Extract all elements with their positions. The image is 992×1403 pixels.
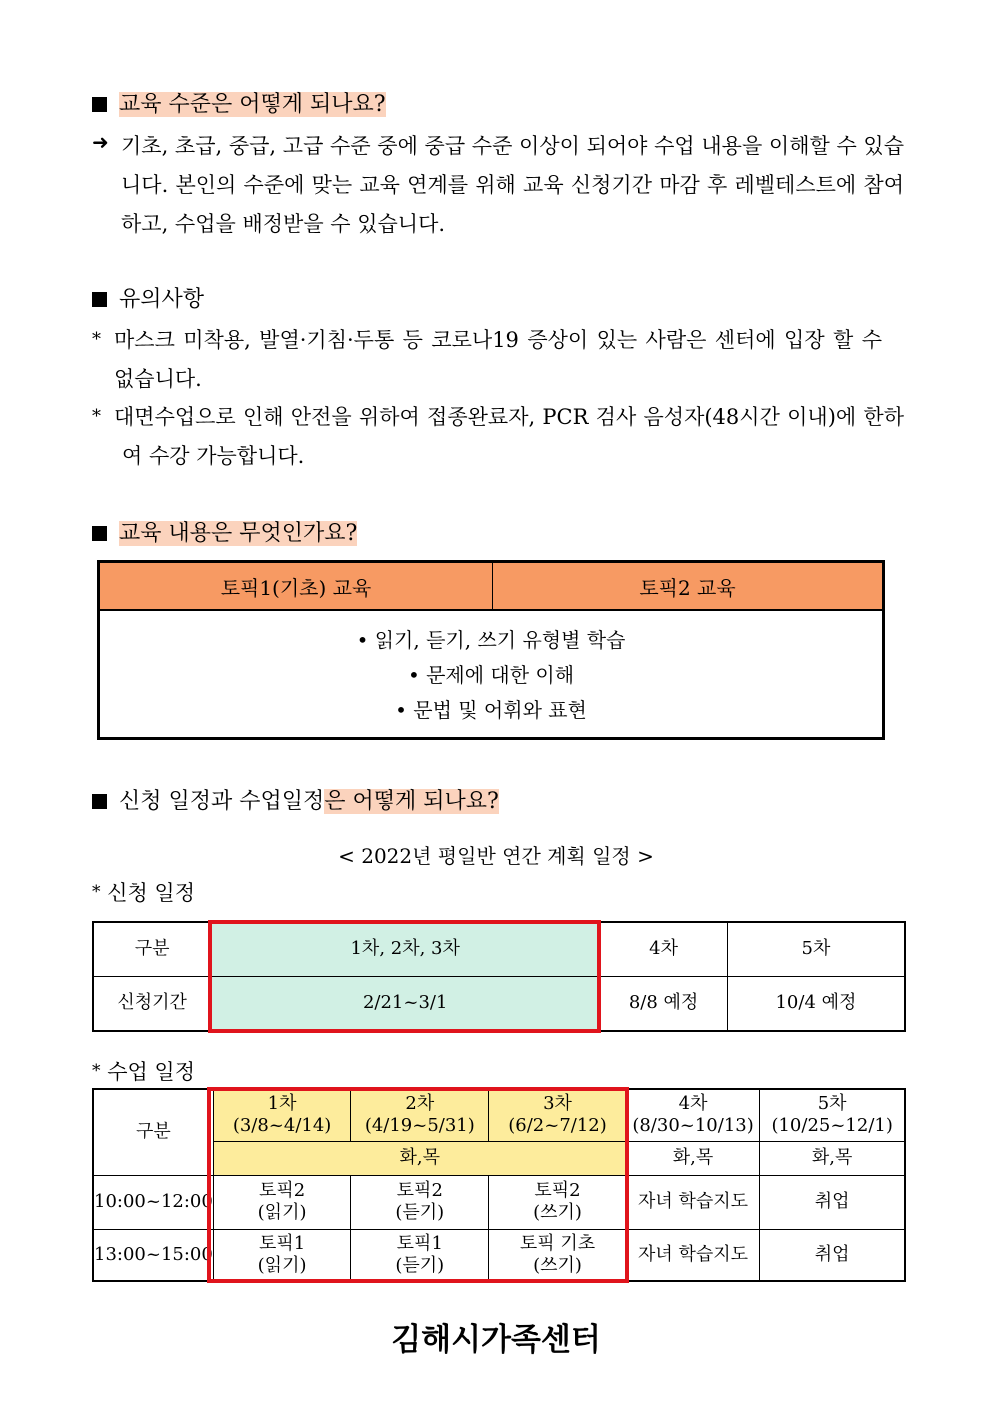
apply-cell: 신청기간 <box>93 976 211 1031</box>
content-item: • 읽기, 듣기, 쓰기 유형별 학습 <box>356 628 626 652</box>
section-notes-heading: 유의사항 <box>92 285 204 315</box>
square-bullet-icon <box>92 97 107 112</box>
level-text: 기초, 초급, 중급, 고급 수준 중에 중급 수준 이상이 되어야 수업 내용을 이해할 수 있습니다. 본인의 수준에 맞는 교육 연계를 위해 교육 신청기간 마감 후 레벨테스트에 참여하고, 수업을 배정받을 수 있습니다. <box>121 134 904 236</box>
bullet-icon: • <box>356 628 369 652</box>
session-header: 2차 (4/19~5/31) <box>351 1089 489 1141</box>
apply-cell: 10/4 예정 <box>727 976 905 1031</box>
session-header: 1차 (3/8~4/14) <box>213 1089 351 1141</box>
content-item: • 문법 및 어휘와 표현 <box>395 698 587 722</box>
square-bullet-icon <box>92 794 107 809</box>
apply-schedule-table <box>92 921 906 1032</box>
class-days: 화,목 <box>626 1141 760 1175</box>
time-cell: 10:00~12:00 <box>93 1175 213 1229</box>
asterisk-icon: * <box>92 329 101 350</box>
bullet-icon: • <box>407 663 420 687</box>
class-cell: 구분 <box>93 1089 213 1175</box>
session-header: 5차 (10/25~12/1) <box>760 1089 905 1141</box>
class-cell: 취업 <box>760 1229 905 1281</box>
class-cell: 토픽2 (듣기) <box>351 1175 489 1229</box>
topik1-header: 토픽1(기초) 교육 <box>100 563 493 609</box>
bullet-icon: • <box>395 698 407 722</box>
apply-cell: 구분 <box>93 922 211 976</box>
class-cell: 취업 <box>760 1175 905 1229</box>
apply-cell: 8/8 예정 <box>600 976 728 1031</box>
asterisk-icon: * <box>92 882 101 902</box>
asterisk-icon: * <box>92 406 101 427</box>
class-cell: 토픽1 (읽기) <box>213 1229 351 1281</box>
class-cell: 토픽1 (듣기) <box>351 1229 489 1281</box>
annual-plan-title: < 2022년 평일반 연간 계획 일정 > <box>338 844 654 868</box>
apply-cell: 5차 <box>727 922 905 976</box>
apply-cell: 2/21~3/1 <box>211 976 600 1031</box>
content-list <box>100 623 882 728</box>
section-level-body <box>92 127 904 244</box>
arrow-right-icon: ➜ <box>92 130 109 154</box>
square-bullet-icon <box>92 526 107 541</box>
class-cell: 자녀 학습지도 <box>626 1229 760 1281</box>
class-cell: 토픽2 (쓰기) <box>489 1175 627 1229</box>
section-schedule-heading: 신청 일정과 수업일정은 어떻게 되나요? <box>92 787 499 817</box>
session-header: 4차 (8/30~10/13) <box>626 1089 760 1141</box>
class-cell: 토픽2 (읽기) <box>213 1175 351 1229</box>
apply-schedule-label: * 신청 일정 <box>92 881 196 905</box>
session-header: 3차 (6/2~7/12) <box>489 1089 627 1141</box>
note-item-2: * 대면수업으로 인해 안전을 위하여 접종완료자, PCR 검사 음성자(48시간 이내)에 한하여 수강 가능합니다. <box>92 405 904 468</box>
class-schedule-table <box>92 1088 906 1282</box>
apply-cell: 1차, 2차, 3차 <box>211 922 600 976</box>
class-cell: 토픽 기초 (쓰기) <box>489 1229 627 1281</box>
square-bullet-icon <box>92 292 107 307</box>
class-cell: 자녀 학습지도 <box>626 1175 760 1229</box>
content-item: • 문제에 대한 이해 <box>407 663 575 687</box>
topik2-header: 토픽2 교육 <box>639 575 736 600</box>
content-table <box>97 560 885 740</box>
content-table-header <box>100 563 882 611</box>
section-level-heading: 교육 수준은 어떻게 되나요? <box>92 90 386 120</box>
class-days: 화,목 <box>213 1141 626 1175</box>
section-content-heading: 교육 내용은 무엇인가요? <box>92 519 357 549</box>
apply-cell: 4차 <box>600 922 728 976</box>
note-item-1: * 마스크 미착용, 발열·기침·두통 등 코로나19 증상이 있는 사람은 센터에 입장 할 수 없습니다. <box>92 328 882 391</box>
asterisk-icon: * <box>92 1061 101 1081</box>
class-schedule-label: * 수업 일정 <box>92 1060 196 1084</box>
time-cell: 13:00~15:00 <box>93 1229 213 1281</box>
class-days: 화,목 <box>760 1141 905 1175</box>
footer-org-name: 김해시가족센터 <box>391 1322 601 1358</box>
